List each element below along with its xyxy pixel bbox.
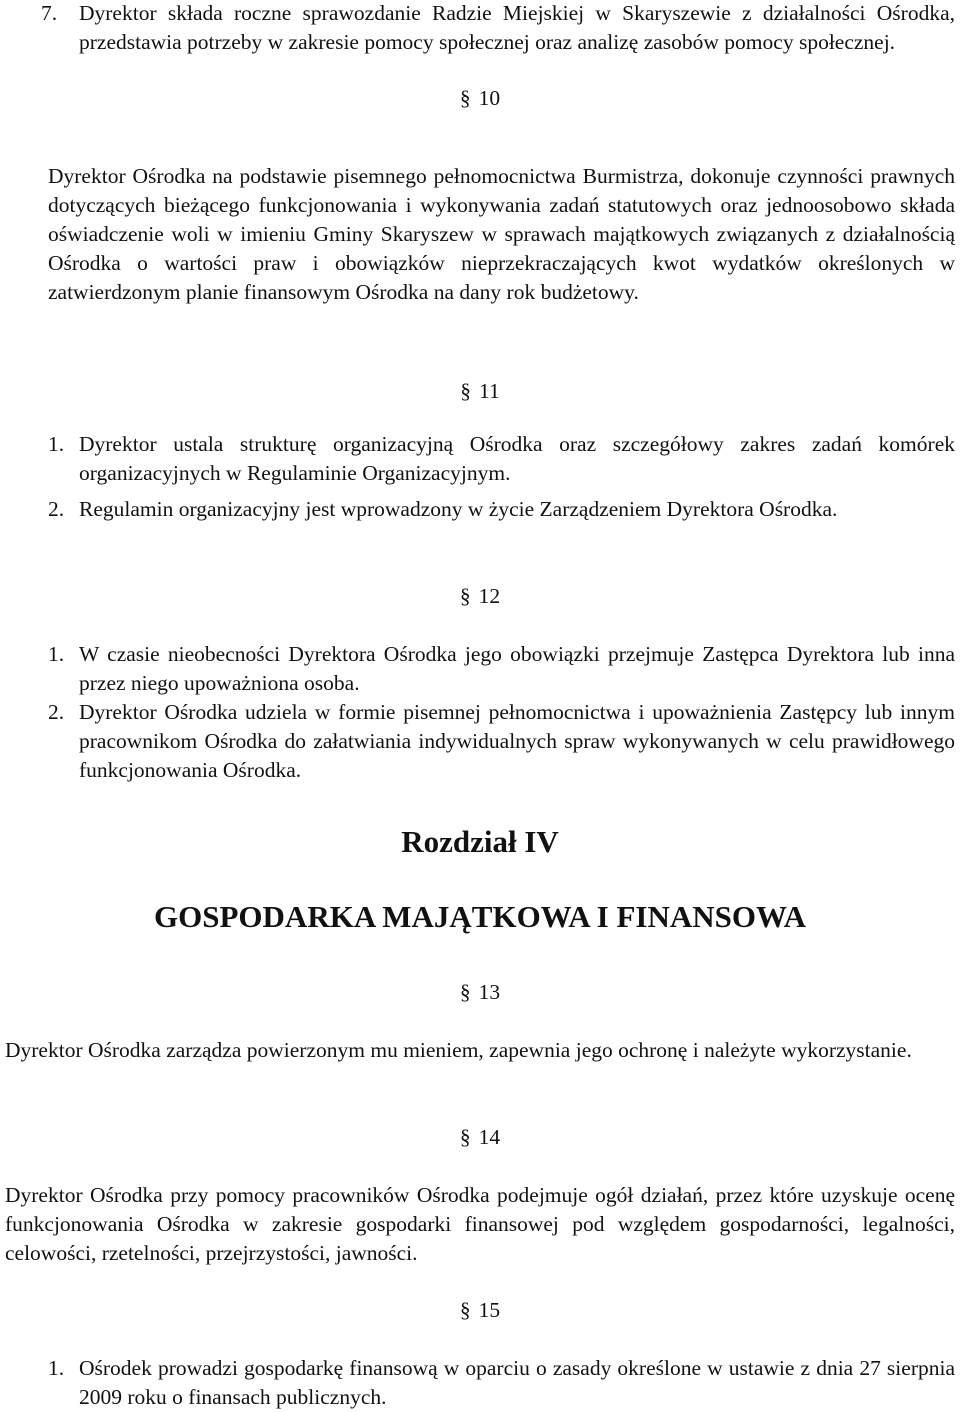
paragraph-number: 15 (478, 1298, 501, 1322)
paragraph-heading-11 (0, 377, 960, 406)
paragraph-heading-12 (0, 582, 960, 611)
list-item-number: 1. (48, 432, 65, 456)
paragraph-number: 12 (478, 584, 501, 608)
paragraph-heading-13 (0, 978, 960, 1007)
paragraph-heading-15 (0, 1296, 960, 1325)
list-item-number: 1. (48, 1356, 65, 1380)
section-sign: § (459, 1298, 471, 1322)
list-item (48, 698, 955, 785)
paragraph-number: 10 (478, 86, 501, 110)
paragraph-number: 11 (479, 379, 500, 403)
section-sign: § (459, 1125, 471, 1149)
list-item (48, 430, 955, 488)
section-sign: § (459, 980, 471, 1004)
list-item-number: 2. (48, 497, 65, 521)
section-sign: § (460, 379, 472, 403)
paragraph-number: 13 (478, 980, 501, 1004)
list-item-7 (41, 0, 955, 57)
list-item (48, 495, 955, 524)
paragraph-15-list (48, 1354, 955, 1412)
paragraph-14-text: Dyrektor Ośrodka przy pomocy pracowników Ośrodka podejmuje ogół działań, przez które uzyskuje ocenę funkcjonowania Ośrodka w zakresie gospodarki finansowej pod względem gospodarności, legalności, celowości, rzetelności, przejrzystości, jawności. (5, 1183, 955, 1265)
list-item-text: W czasie nieobecności Dyrektora Ośrodka jego obowiązki przejmuje Zastępca Dyrektora lub inna przez niego upoważniona osoba. (79, 642, 955, 695)
paragraph-number: 14 (478, 1125, 501, 1149)
paragraph-heading-10 (0, 84, 960, 113)
list-item (48, 1354, 955, 1412)
section-sign: § (459, 86, 471, 110)
list-item-number: 1. (48, 642, 65, 666)
list-item-number: 2. (48, 700, 65, 724)
chapter-title: GOSPODARKA MAJĄTKOWA I FINANSOWA (154, 899, 806, 934)
section-sign: § (459, 584, 471, 608)
list-item-text: Regulamin organizacyjny jest wprowadzony w życie Zarządzeniem Dyrektora Ośrodka. (79, 497, 838, 521)
list-item (48, 640, 955, 698)
list-item-text: Dyrektor ustala strukturę organizacyjną Ośrodka oraz szczegółowy zakres zadań komórek organizacyjnych w Regulaminie Organizacyjnym. (79, 432, 955, 485)
list-item-number: 7. (41, 1, 58, 25)
paragraph-heading-14 (0, 1123, 960, 1152)
list-item-text: Dyrektor składa roczne sprawozdanie Radzie Miejskiej w Skaryszewie z działalności Ośrodka, przedstawia potrzeby w zakresie pomocy społecznej oraz analizę zasobów pomocy społecznej. (79, 1, 955, 54)
paragraph-10-text: Dyrektor Ośrodka na podstawie pisemnego pełnomocnictwa Burmistrza, dokonuje czynności prawnych dotyczących bieżącego funkcjonowania i wykonywania zadań statutowych oraz jednoosobowo składa oświadczenie woli w imieniu Gminy Skaryszew w sprawach majątkowych związanych z działalnością Ośrodka o wartości praw i obowiązków nieprzekraczających kwot wydatków określonych w zatwierdzonym planie finansowym Ośrodka na dany rok budżetowy. (48, 164, 955, 304)
list-item-text: Dyrektor Ośrodka udziela w formie pisemnej pełnomocnictwa i upoważnienia Zastępcy lub innym pracownikom Ośrodka do załatwiania indywidualnych spraw wykonywanych w celu prawidłowego funkcjonowania Ośrodka. (79, 700, 955, 782)
chapter-label: Rozdział IV (401, 824, 559, 859)
list-item-text: Ośrodek prowadzi gospodarkę finansową w oparciu o zasady określone w ustawie z dnia 27 sierpnia 2009 roku o finansach publicznych. (79, 1356, 955, 1409)
paragraph-13-text: Dyrektor Ośrodka zarządza powierzonym mu mieniem, zapewnia jego ochronę i należyte wykorzystanie. (5, 1038, 912, 1062)
paragraph-12-list (48, 640, 955, 785)
paragraph-11-list (48, 430, 955, 524)
